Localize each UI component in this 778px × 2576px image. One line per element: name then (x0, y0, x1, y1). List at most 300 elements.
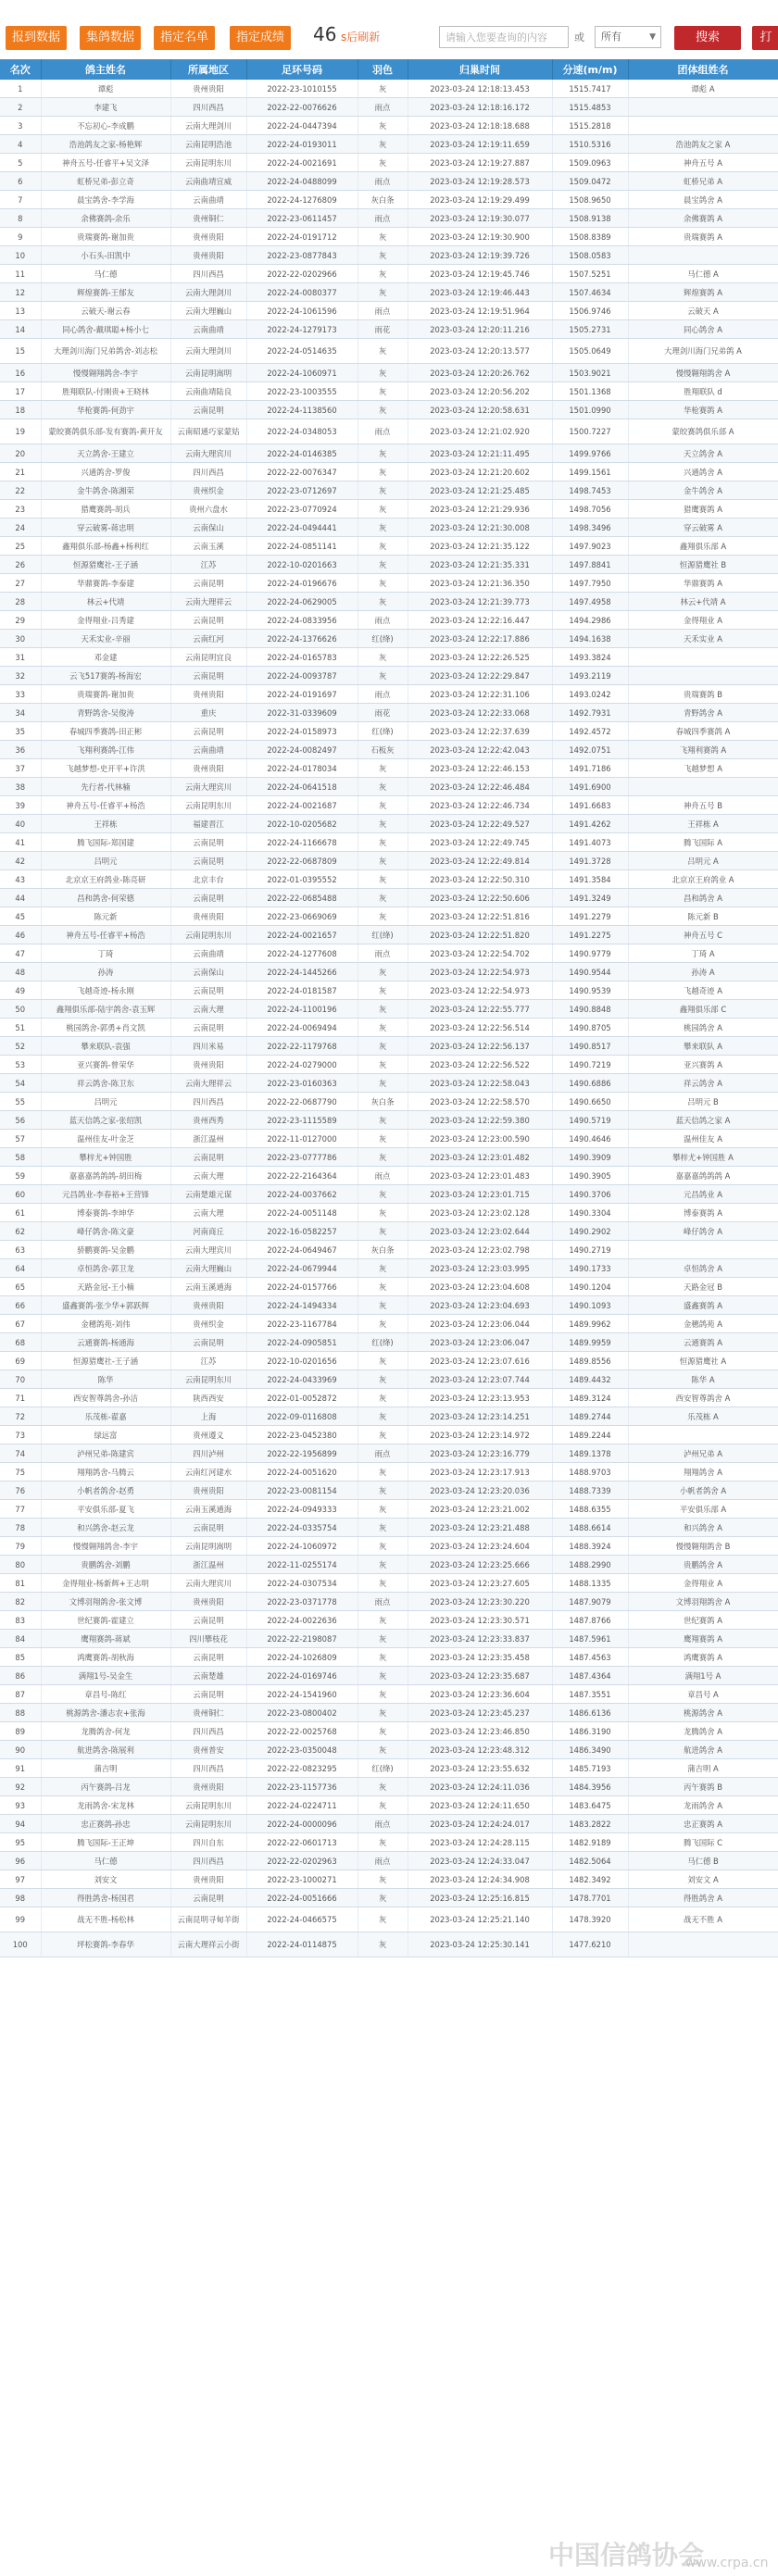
cell-team: 金得翔业 A (628, 611, 778, 630)
collect-data-button[interactable]: 集鸽数据 (80, 26, 141, 50)
cell-region: 四川米易 (170, 1037, 246, 1056)
table-row[interactable] (0, 1444, 778, 1463)
table-row[interactable] (0, 1463, 778, 1482)
table-row[interactable] (0, 172, 778, 191)
cell-owner: 刘安文 (41, 1870, 170, 1889)
cell-color: 灰 (358, 1556, 408, 1574)
table-row[interactable] (0, 1130, 778, 1148)
table-row[interactable] (0, 1389, 778, 1407)
table-row[interactable] (0, 852, 778, 870)
table-row[interactable] (0, 1019, 778, 1037)
table-row[interactable] (0, 1426, 778, 1444)
cell-ring: 2022-23-0611457 (246, 209, 358, 228)
table-row[interactable] (0, 833, 778, 852)
cell-ring: 2022-24-0196676 (246, 574, 358, 593)
cell-color: 灰 (358, 1741, 408, 1759)
table-row[interactable] (0, 1407, 778, 1426)
cell-speed: 1488.2990 (552, 1556, 628, 1574)
cell-region: 云南大理剑川 (170, 117, 246, 135)
cell-region: 云南昆明 (170, 1019, 246, 1037)
cell-team: 华枪赛鸽 A (628, 401, 778, 419)
table-row[interactable] (0, 500, 778, 519)
cell-team: 蒲吉明 A (628, 1759, 778, 1778)
table-row[interactable] (0, 1667, 778, 1685)
table-row[interactable] (0, 1722, 778, 1741)
cell-color: 灰 (358, 1000, 408, 1019)
table-row[interactable] (0, 944, 778, 963)
table-row[interactable] (0, 722, 778, 741)
table-row[interactable] (0, 80, 778, 98)
cell-color: 灰 (358, 1352, 408, 1370)
table-row[interactable] (0, 1741, 778, 1759)
table-row[interactable] (0, 1315, 778, 1333)
cell-ring: 2022-22-0601713 (246, 1833, 358, 1852)
cell-speed: 1503.9021 (552, 364, 628, 382)
cell-ring: 2022-22-0025768 (246, 1722, 358, 1741)
table-row[interactable] (0, 1370, 778, 1389)
cell-owner: 华枪赛鸽-何劲宇 (41, 401, 170, 419)
table-row[interactable] (0, 265, 778, 283)
table-row[interactable] (0, 611, 778, 630)
cell-region: 贵州铜仁 (170, 209, 246, 228)
cell-rank: 17 (0, 382, 41, 401)
table-row[interactable] (0, 1685, 778, 1704)
cell-rank: 42 (0, 852, 41, 870)
col-ring-header[interactable]: 足环号码 (246, 59, 358, 80)
designated-list-button[interactable]: 指定名单 (154, 26, 215, 50)
cell-ring: 2022-24-0679944 (246, 1259, 358, 1278)
cell-owner: 章昌号-陈红 (41, 1685, 170, 1704)
cell-team: 北京京王府鸽业 A (628, 870, 778, 889)
cell-rank: 20 (0, 444, 41, 463)
table-row[interactable] (0, 926, 778, 944)
results-table (0, 59, 778, 1957)
cell-region: 云南曲靖 (170, 741, 246, 759)
cell-speed: 1493.0242 (552, 685, 628, 704)
table-row[interactable] (0, 1537, 778, 1556)
table-row[interactable] (0, 1889, 778, 1907)
cell-speed: 1489.1378 (552, 1444, 628, 1463)
cell-team (628, 1426, 778, 1444)
cell-region: 云南曲靖宣威 (170, 172, 246, 191)
cell-team (628, 117, 778, 135)
cell-speed: 1498.3496 (552, 519, 628, 537)
table-row[interactable] (0, 982, 778, 1000)
cell-ring: 2022-24-0833956 (246, 611, 358, 630)
cell-rank: 90 (0, 1741, 41, 1759)
table-row[interactable] (0, 519, 778, 537)
cell-speed: 1505.0649 (552, 339, 628, 364)
cell-owner: 飞越梦想-史开平+许洪 (41, 759, 170, 778)
cell-owner: 温州佳友-叶金芝 (41, 1130, 170, 1148)
search-button[interactable]: 搜索 (674, 26, 741, 50)
cell-rank: 91 (0, 1759, 41, 1778)
cell-rank: 71 (0, 1389, 41, 1407)
cell-color: 灰 (358, 1148, 408, 1167)
table-row[interactable] (0, 364, 778, 382)
cell-owner: 飞越奇迹-杨永刚 (41, 982, 170, 1000)
table-row[interactable] (0, 1852, 778, 1870)
cell-speed: 1487.3551 (552, 1685, 628, 1704)
cell-owner: 小石头-田凯中 (41, 246, 170, 265)
cell-color: 灰白条 (358, 1093, 408, 1111)
cell-ring: 2022-24-0851141 (246, 537, 358, 556)
cell-ring: 2022-24-0447394 (246, 117, 358, 135)
table-row[interactable] (0, 741, 778, 759)
cell-region: 云南昆明 (170, 1611, 246, 1630)
cell-rank: 22 (0, 481, 41, 500)
cell-rank: 11 (0, 265, 41, 283)
cell-speed: 1490.1204 (552, 1278, 628, 1296)
table-row[interactable] (0, 1241, 778, 1259)
cell-color: 雨点 (358, 1444, 408, 1463)
table-row[interactable] (0, 1222, 778, 1241)
table-row[interactable] (0, 419, 778, 444)
table-row[interactable] (0, 320, 778, 339)
cell-ring: 2022-24-0514635 (246, 339, 358, 364)
cell-speed: 1483.2822 (552, 1815, 628, 1833)
table-row[interactable] (0, 1815, 778, 1833)
col-owner-header[interactable]: 鸽主姓名 (41, 59, 170, 80)
col-team-header[interactable]: 团体组姓名 (628, 59, 778, 80)
table-row[interactable] (0, 704, 778, 722)
table-row[interactable] (0, 283, 778, 302)
cell-color: 雨点 (358, 685, 408, 704)
table-row[interactable] (0, 685, 778, 704)
cell-speed: 1509.0963 (552, 154, 628, 172)
toolbar (0, 0, 778, 59)
cell-speed: 1489.2244 (552, 1426, 628, 1444)
table-row[interactable] (0, 246, 778, 265)
cell-rank: 23 (0, 500, 41, 519)
table-row[interactable] (0, 1556, 778, 1574)
search-input[interactable]: 请输入您要查询的内容 (439, 26, 569, 48)
cell-owner: 满翔1号-吴金生 (41, 1667, 170, 1685)
table-row[interactable] (0, 537, 778, 556)
table-row[interactable] (0, 1185, 778, 1204)
table-row[interactable] (0, 1932, 778, 1957)
cell-rank: 44 (0, 889, 41, 907)
cell-time: 2023-03-24 12:23:04.608 (408, 1278, 552, 1296)
cell-time: 2023-03-24 12:23:24.604 (408, 1537, 552, 1556)
cell-speed: 1498.7056 (552, 500, 628, 519)
table-row[interactable] (0, 1093, 778, 1111)
table-row[interactable] (0, 1500, 778, 1519)
cell-rank: 100 (0, 1932, 41, 1957)
cell-team: 鹰翔赛鸽 A (628, 1630, 778, 1648)
cell-ring: 2022-24-0157766 (246, 1278, 358, 1296)
cell-team: 满翔1号 A (628, 1667, 778, 1685)
col-color-header[interactable]: 羽色 (358, 59, 408, 80)
cell-time: 2023-03-24 12:23:03.995 (408, 1259, 552, 1278)
col-time-header[interactable]: 归巢时间 (408, 59, 552, 80)
cell-rank: 9 (0, 228, 41, 246)
cell-owner: 昌和鸽舍-何荣德 (41, 889, 170, 907)
table-row[interactable] (0, 1519, 778, 1537)
table-row[interactable] (0, 963, 778, 982)
cell-rank: 53 (0, 1056, 41, 1074)
cell-color: 灰 (358, 1056, 408, 1074)
cell-speed: 1489.3124 (552, 1389, 628, 1407)
cell-team: 马仁德 A (628, 265, 778, 283)
cell-region: 云南大理祥云 (170, 593, 246, 611)
table-row[interactable] (0, 870, 778, 889)
cell-speed: 1488.3924 (552, 1537, 628, 1556)
cell-speed: 1490.3304 (552, 1204, 628, 1222)
cell-ring: 2022-24-1494334 (246, 1296, 358, 1315)
cell-owner: 鹰翔赛鸽-蒋斌 (41, 1630, 170, 1648)
table-row[interactable] (0, 302, 778, 320)
cell-rank: 25 (0, 537, 41, 556)
cell-time: 2023-03-24 12:22:54.702 (408, 944, 552, 963)
cell-ring: 2022-22-0076347 (246, 463, 358, 481)
cell-speed: 1498.7453 (552, 481, 628, 500)
cell-owner: 神舟五号-任睿平+吴文泽 (41, 154, 170, 172)
cell-region: 云南昆明 (170, 852, 246, 870)
cell-speed: 1501.0990 (552, 401, 628, 419)
cell-team: 金牛鸽舍 A (628, 481, 778, 500)
cell-ring: 2022-23-0081154 (246, 1482, 358, 1500)
cell-owner: 吕明元 (41, 852, 170, 870)
cell-color: 灰 (358, 1407, 408, 1426)
cell-region: 贵州西秀 (170, 1111, 246, 1130)
cell-ring: 2022-24-0433969 (246, 1370, 358, 1389)
cell-owner: 世纪赛鸽-霍建立 (41, 1611, 170, 1630)
cell-region: 云南玉溪 (170, 537, 246, 556)
table-row[interactable] (0, 1796, 778, 1815)
table-row[interactable] (0, 401, 778, 419)
cell-owner: 平安俱乐部-夏飞 (41, 1500, 170, 1519)
cell-region: 贵州贵阳 (170, 1778, 246, 1796)
cell-color: 灰 (358, 382, 408, 401)
table-row[interactable] (0, 778, 778, 796)
cell-color: 灰白条 (358, 1241, 408, 1259)
cell-region: 云南昆明嵩明 (170, 364, 246, 382)
cell-region: 陕西西安 (170, 1389, 246, 1407)
cell-color: 灰 (358, 1907, 408, 1932)
cell-time: 2023-03-24 12:23:07.616 (408, 1352, 552, 1370)
table-row[interactable] (0, 648, 778, 667)
table-row[interactable] (0, 1278, 778, 1296)
cell-speed: 1490.9539 (552, 982, 628, 1000)
cell-ring: 2022-01-0052872 (246, 1389, 358, 1407)
table-row[interactable] (0, 228, 778, 246)
cell-team: 云通赛鸽 A (628, 1333, 778, 1352)
cell-team: 腾飞国际 C (628, 1833, 778, 1852)
cell-ring: 2022-24-1445266 (246, 963, 358, 982)
table-row[interactable] (0, 1148, 778, 1167)
table-row[interactable] (0, 1074, 778, 1093)
table-row[interactable] (0, 382, 778, 401)
table-row[interactable] (0, 1630, 778, 1648)
cell-owner: 余佛赛鸽-余乐 (41, 209, 170, 228)
cell-owner: 晨宝鸽舍-李学海 (41, 191, 170, 209)
table-row[interactable] (0, 1000, 778, 1019)
designated-result-button[interactable]: 指定成绩 (230, 26, 291, 50)
cell-speed: 1477.6210 (552, 1932, 628, 1957)
cell-speed: 1490.9779 (552, 944, 628, 963)
cell-team: 刘安文 A (628, 1870, 778, 1889)
cell-owner: 谭彪 (41, 80, 170, 98)
cell-owner: 战无不胜-杨松林 (41, 1907, 170, 1932)
table-row[interactable] (0, 1611, 778, 1630)
table-row[interactable] (0, 1778, 778, 1796)
table-row[interactable] (0, 1907, 778, 1932)
table-row[interactable] (0, 1593, 778, 1611)
cell-region: 云南昆明东川 (170, 1815, 246, 1833)
cell-color: 灰 (358, 982, 408, 1000)
table-row[interactable] (0, 117, 778, 135)
cell-owner: 博泰赛鸽-李坤华 (41, 1204, 170, 1222)
table-row[interactable] (0, 574, 778, 593)
cell-region: 贵州贵阳 (170, 759, 246, 778)
cell-region: 四川自东 (170, 1833, 246, 1852)
cell-owner: 贵鹏鸽舍-刘鹏 (41, 1556, 170, 1574)
cell-ring: 2022-23-1003555 (246, 382, 358, 401)
cell-rank: 34 (0, 704, 41, 722)
col-rank-header[interactable]: 名次 (0, 59, 41, 80)
cell-color: 雨点 (358, 98, 408, 117)
table-row[interactable] (0, 154, 778, 172)
cell-owner: 攀来联队-袁强 (41, 1037, 170, 1056)
cell-team: 卓恒鸽舍 A (628, 1259, 778, 1278)
table-row[interactable] (0, 907, 778, 926)
cell-color: 灰 (358, 1870, 408, 1889)
cell-region: 贵州贵阳 (170, 80, 246, 98)
cell-rank: 18 (0, 401, 41, 419)
table-row[interactable] (0, 1352, 778, 1370)
table-row[interactable] (0, 1704, 778, 1722)
cell-ring: 2022-24-0021691 (246, 154, 358, 172)
col-region-header[interactable]: 所属地区 (170, 59, 246, 80)
cell-time: 2023-03-24 12:23:27.605 (408, 1574, 552, 1593)
cell-team: 金得翔业 A (628, 1574, 778, 1593)
cell-rank: 60 (0, 1185, 41, 1204)
cell-region: 浙江温州 (170, 1556, 246, 1574)
cell-ring: 2022-24-1277608 (246, 944, 358, 963)
table-row[interactable] (0, 556, 778, 574)
cell-owner: 天禾实业-辛丽 (41, 630, 170, 648)
table-row[interactable] (0, 135, 778, 154)
cell-speed: 1515.7417 (552, 80, 628, 98)
cell-ring: 2022-24-1060971 (246, 364, 358, 382)
table-row[interactable] (0, 444, 778, 463)
table-row[interactable] (0, 191, 778, 209)
cell-color: 灰白条 (358, 191, 408, 209)
cell-time: 2023-03-24 12:22:37.639 (408, 722, 552, 741)
cell-owner: 亚兴赛鸽-曾荣华 (41, 1056, 170, 1074)
cell-time: 2023-03-24 12:19:30.077 (408, 209, 552, 228)
cell-region: 云南昆明 (170, 1333, 246, 1352)
cell-speed: 1491.4073 (552, 833, 628, 852)
cell-speed: 1491.4262 (552, 815, 628, 833)
cell-color: 灰 (358, 1685, 408, 1704)
cell-time: 2023-03-24 12:23:21.002 (408, 1500, 552, 1519)
cell-team: 龙雨鸽舍 A (628, 1796, 778, 1815)
cell-rank: 33 (0, 685, 41, 704)
table-row[interactable] (0, 1333, 778, 1352)
table-row[interactable] (0, 1111, 778, 1130)
print-button[interactable]: 打 (752, 26, 778, 50)
table-row[interactable] (0, 630, 778, 648)
cell-ring: 2022-24-0051148 (246, 1204, 358, 1222)
table-row[interactable] (0, 796, 778, 815)
cell-owner: 鸿鹰赛鸽-胡秋海 (41, 1648, 170, 1667)
cell-region: 云南昆明东川 (170, 1796, 246, 1815)
table-row[interactable] (0, 1259, 778, 1278)
report-data-button[interactable]: 报到数据 (6, 26, 67, 50)
table-row[interactable] (0, 1574, 778, 1593)
cell-time: 2023-03-24 12:22:31.106 (408, 685, 552, 704)
table-row[interactable] (0, 1204, 778, 1222)
cell-color: 灰 (358, 1185, 408, 1204)
scope-select[interactable] (595, 26, 661, 48)
cell-time: 2023-03-24 12:21:29.936 (408, 500, 552, 519)
cell-color: 灰 (358, 1519, 408, 1537)
col-speed-header[interactable]: 分速(m/m) (552, 59, 628, 80)
cell-region: 云南昆明 (170, 1648, 246, 1667)
cell-region: 云南玉溪通海 (170, 1500, 246, 1519)
cell-color: 雨点 (358, 419, 408, 444)
cell-color: 灰 (358, 963, 408, 982)
cell-region: 云南楚雄 (170, 1667, 246, 1685)
table-row[interactable] (0, 1870, 778, 1889)
cell-team: 孙涛 A (628, 963, 778, 982)
table-row[interactable] (0, 339, 778, 364)
table-row[interactable] (0, 1759, 778, 1778)
cell-time: 2023-03-24 12:21:20.602 (408, 463, 552, 481)
cell-team: 飞越梦想 A (628, 759, 778, 778)
cell-time: 2023-03-24 12:19:27.887 (408, 154, 552, 172)
table-row[interactable] (0, 667, 778, 685)
cell-owner: 林云+代靖 (41, 593, 170, 611)
cell-speed: 1493.2119 (552, 667, 628, 685)
cell-owner: 孙涛 (41, 963, 170, 982)
cell-region: 云南大理祥云 (170, 1074, 246, 1093)
table-row[interactable] (0, 1648, 778, 1667)
cell-rank: 78 (0, 1519, 41, 1537)
cell-speed: 1497.8841 (552, 556, 628, 574)
cell-owner: 卓恒鸽舍-郭卫龙 (41, 1259, 170, 1278)
cell-team: 西安智尊鸽舍 A (628, 1389, 778, 1407)
table-row[interactable] (0, 209, 778, 228)
cell-team: 王祥栋 A (628, 815, 778, 833)
table-row[interactable] (0, 759, 778, 778)
table-row[interactable] (0, 1482, 778, 1500)
table-row[interactable] (0, 1056, 778, 1074)
table-row[interactable] (0, 481, 778, 500)
table-row[interactable] (0, 1167, 778, 1185)
table-row[interactable] (0, 463, 778, 481)
cell-time: 2023-03-24 12:20:11.216 (408, 320, 552, 339)
table-row[interactable] (0, 1296, 778, 1315)
cell-speed: 1499.9766 (552, 444, 628, 463)
table-row[interactable] (0, 593, 778, 611)
cell-owner: 猎鹰赛鸽-胡兵 (41, 500, 170, 519)
cell-region: 云南昭通巧家蒙姑 (170, 419, 246, 444)
table-row[interactable] (0, 1037, 778, 1056)
table-row[interactable] (0, 889, 778, 907)
table-row[interactable] (0, 815, 778, 833)
cell-team: 温州佳友 A (628, 1130, 778, 1148)
cell-ring: 2022-22-0687809 (246, 852, 358, 870)
table-row[interactable] (0, 98, 778, 117)
table-row[interactable] (0, 1833, 778, 1852)
cell-rank: 93 (0, 1796, 41, 1815)
cell-color: 灰 (358, 1889, 408, 1907)
cell-region: 四川西昌 (170, 1852, 246, 1870)
cell-speed: 1508.9650 (552, 191, 628, 209)
